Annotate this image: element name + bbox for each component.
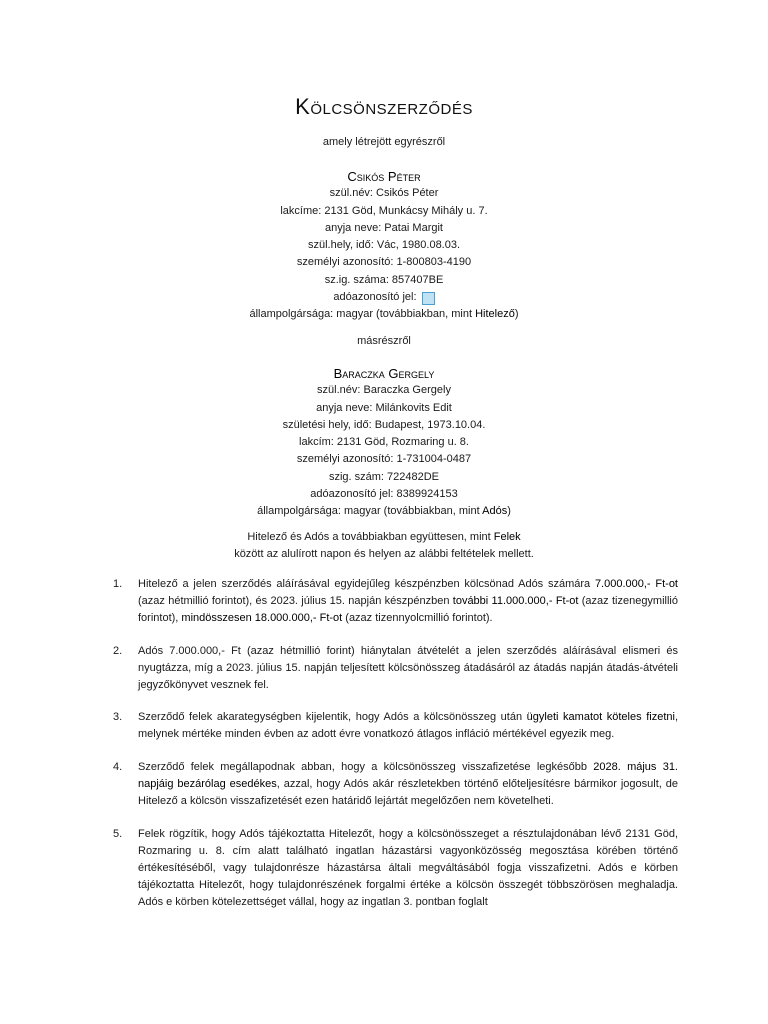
clause-number: 3.: [113, 711, 123, 724]
party1-block: [0, 168, 768, 324]
party1-name: Csikós Péter: [347, 169, 421, 184]
clause-segment: Felek rögzítik, hogy Adós tájékoztatta Hitelezőt, hogy a kölcsönösszeget a résztulajdonában lévő 2131 Göd, Rozmaring u. 8. cím alatt található ingatlan házastársi vagyonközösség megosztása körében történő értékesítéséből, vagy tulajdonrésze házastársa általi megváltásából fogja visszafizetni. Adós e körben tájékoztatta Hitelezőt, hogy tulajdonrészének forgalmi értéke a kölcsön összegét többszörösen meghaladja. Adós e körben kötelezettséget vállal, hogy az ingatlan 3. pontban foglalt: [138, 827, 678, 908]
party2-line: születési hely, idő: Budapest, 1973.10.04.: [282, 418, 486, 431]
clause-text: [138, 759, 678, 810]
party1-tax-placeholder: [422, 292, 435, 305]
party1-line: lakcíme: 2131 Göd, Munkácsy Mihály u. 7.: [280, 204, 488, 217]
clause-segment: Szerződő felek akarategységben kijelentik, hogy Adós a kölcsönösszeg után: [138, 711, 527, 724]
felek-line-1: [0, 529, 768, 546]
party1-citizenship-line: [0, 306, 768, 323]
clause-segment: (azaz tizennyolcmillió forintot).: [342, 611, 493, 624]
party1-line: sz.ig. száma: 857407BE: [324, 273, 444, 286]
party2-line: adóazonosító jel: 8389924153: [310, 488, 458, 501]
party1-tax-label: adóazonosító jel:: [333, 291, 417, 304]
party1-line: anyja neve: Patai Margit: [324, 221, 443, 234]
party1-line: szül.hely, idő: Vác, 1980.08.03.: [307, 239, 461, 252]
party1-citizenship-suffix: ): [514, 308, 519, 321]
clause-text: [138, 826, 678, 911]
clause-text: [138, 643, 678, 694]
clause-item: [113, 576, 678, 627]
party2-line: szül.név: Baraczka Gergely: [317, 384, 451, 397]
party2-line: lakcím: 2131 Göd, Rozmaring u. 8.: [299, 436, 469, 449]
clause-emphasis: ügyleti kamatot köteles fizetni: [526, 711, 675, 724]
clause-segment: (azaz hétmillió forintot), és 2023. július 15. napján készpénzben: [138, 594, 453, 607]
party2-block: [0, 365, 768, 521]
clause-emphasis: 7.000.000,- Ft-ot: [594, 578, 678, 590]
felek-line-2: között az alulírott napon és helyen az alábbi feltételek mellett.: [234, 548, 534, 561]
party2-role: Adós: [482, 505, 508, 518]
clause-number: 5.: [113, 827, 123, 840]
felek-block: [0, 529, 768, 564]
clause-segment: Szerződő felek megállapodnak abban, hogy a kölcsönösszeg visszafizetése legkésőbb: [138, 761, 594, 774]
party1-line: személyi azonosító: 1-800803-4190: [296, 256, 472, 269]
party1-citizenship-prefix: állampolgársága: magyar (továbbiakban, mint: [249, 308, 476, 321]
party2-name: Baraczka Gergely: [333, 366, 435, 381]
clause-segment: Hitelező a jelen szerződés aláírásával egyidejűleg készpénzben kölcsönad Adós számára: [138, 578, 595, 590]
clause-segment: , azzal, hogy Adós akár részletekben történő előteljesítésre bármikor jogosult, de Hitelező a kölcsön visszafizetését ezen határidő lejártát megelőzően nem követelheti.: [138, 778, 678, 808]
clause-item: [113, 709, 678, 743]
party1-role: Hitelező: [475, 308, 515, 321]
party2-line: személyi azonosító: 1-731004-0487: [296, 453, 472, 466]
felek-term: Felek: [493, 531, 521, 543]
clause-list: [113, 576, 678, 927]
party1-line: szül.név: Csikós Péter: [329, 187, 439, 200]
clause-item: [113, 643, 678, 694]
clause-number: 4.: [113, 761, 123, 774]
clause-segment: Adós 7.000.000,- Ft (azaz hétmillió forint) hiánytalan átvételét a jelen szerződés aláírásával elismeri és nyugtázza, míg a 2023. július 15. napján teljesített kölcsönösszeg átadásáról az átadás napján átadás-átvételi jegyzőkönyvet vesznek fel.: [138, 644, 678, 691]
masreszrol-line: másrészről: [357, 335, 411, 347]
document-title: Kölcsönszerződés: [295, 94, 473, 119]
party2-citizenship-prefix: állampolgársága: magyar (továbbiakban, mint: [257, 505, 483, 518]
clause-emphasis: 2028. május 31. napjáig bezárólag esedékes: [138, 761, 678, 791]
intro-text: [0, 134, 768, 151]
clause-segment: (azaz tizenegymillió forintot),: [138, 594, 678, 624]
party2-line: szig. szám: 722482DE: [328, 470, 440, 483]
party2-line: anyja neve: Milánkovits Edit: [316, 401, 452, 414]
clause-segment: , melynek mértéke minden évben az adott évre vonatkozó átlagos infláció mértékével egyezik meg.: [138, 711, 679, 741]
party2-citizenship-suffix: ): [507, 505, 511, 518]
clause-number: 1.: [113, 578, 123, 590]
intro-line: amely létrejött egyrészről: [322, 136, 446, 148]
clause-text: [138, 709, 678, 743]
clause-emphasis: további 11.000.000,- Ft-ot: [452, 594, 579, 607]
clause-number: 2.: [113, 644, 123, 657]
clause-item: [113, 759, 678, 810]
party1-tax-line: [0, 289, 768, 306]
clause-emphasis: mindösszesen 18.000.000,- Ft-ot: [181, 611, 343, 624]
masreszrol-text: [0, 333, 768, 350]
felek-prefix: Hitelező és Adós a továbbiakban együttesen, mint: [247, 531, 494, 543]
clause-item: [113, 826, 678, 911]
party2-citizenship-line: [0, 503, 768, 520]
clause-text: [138, 576, 678, 627]
